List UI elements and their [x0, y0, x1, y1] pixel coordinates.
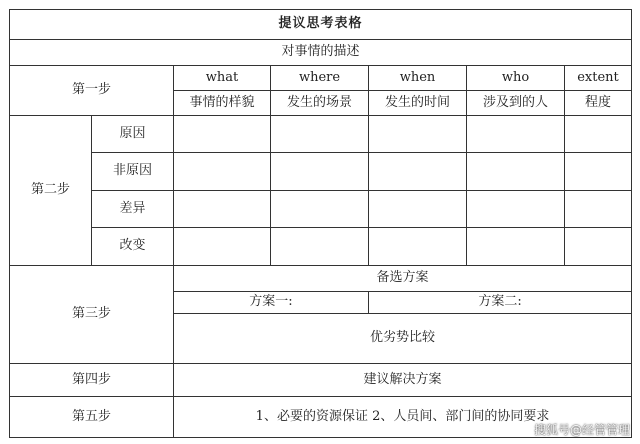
table-cell	[467, 228, 565, 266]
option-one: 方案一:	[174, 292, 369, 314]
step4-label: 第四步	[10, 364, 174, 397]
header-cn-when: 发生的时间	[369, 91, 467, 116]
table-cell	[271, 228, 369, 266]
header-en-what: what	[174, 66, 271, 91]
table-cell	[565, 116, 632, 153]
step2-row-label: 非原因	[92, 153, 174, 191]
header-cn-extent: 程度	[565, 91, 632, 116]
pros-cons-comparison: 优劣势比较	[174, 314, 632, 364]
step3-label: 第三步	[10, 266, 174, 364]
header-en-when: when	[369, 66, 467, 91]
step4-content: 建议解决方案	[174, 364, 632, 397]
table-cell	[369, 153, 467, 191]
table-cell	[369, 116, 467, 153]
table-title: 提议思考表格	[10, 10, 632, 40]
watermark: 搜狐号@经管管理	[533, 423, 630, 437]
table-cell	[467, 153, 565, 191]
header-cn-where: 发生的场景	[271, 91, 369, 116]
header-en-where: where	[271, 66, 369, 91]
header-cn-who: 涉及到的人	[467, 91, 565, 116]
header-en-who: who	[467, 66, 565, 91]
table-cell	[271, 153, 369, 191]
table-cell	[565, 153, 632, 191]
table-cell	[565, 228, 632, 266]
table-cell	[565, 191, 632, 228]
step1-label: 第一步	[10, 66, 174, 116]
table-cell	[369, 228, 467, 266]
table-cell	[174, 191, 271, 228]
step2-row-label: 改变	[92, 228, 174, 266]
description-row: 对事情的描述	[10, 40, 632, 66]
step2-label: 第二步	[10, 116, 92, 266]
header-en-extent: extent	[565, 66, 632, 91]
proposal-thinking-table	[9, 9, 632, 438]
step2-row-label: 原因	[92, 116, 174, 153]
step2-row-label: 差异	[92, 191, 174, 228]
alternatives-header: 备选方案	[174, 266, 632, 292]
table-cell	[369, 191, 467, 228]
table-cell	[271, 116, 369, 153]
table-cell	[174, 228, 271, 266]
option-two: 方案二:	[369, 292, 632, 314]
step5-label: 第五步	[10, 397, 174, 438]
header-cn-what: 事情的样貌	[174, 91, 271, 116]
table-cell	[174, 153, 271, 191]
table-cell	[174, 116, 271, 153]
step5-content: 1、必要的资源保证 2、人员间、部门间的协同要求	[174, 397, 632, 438]
table-cell	[467, 116, 565, 153]
table-cell	[467, 191, 565, 228]
table-cell	[271, 191, 369, 228]
